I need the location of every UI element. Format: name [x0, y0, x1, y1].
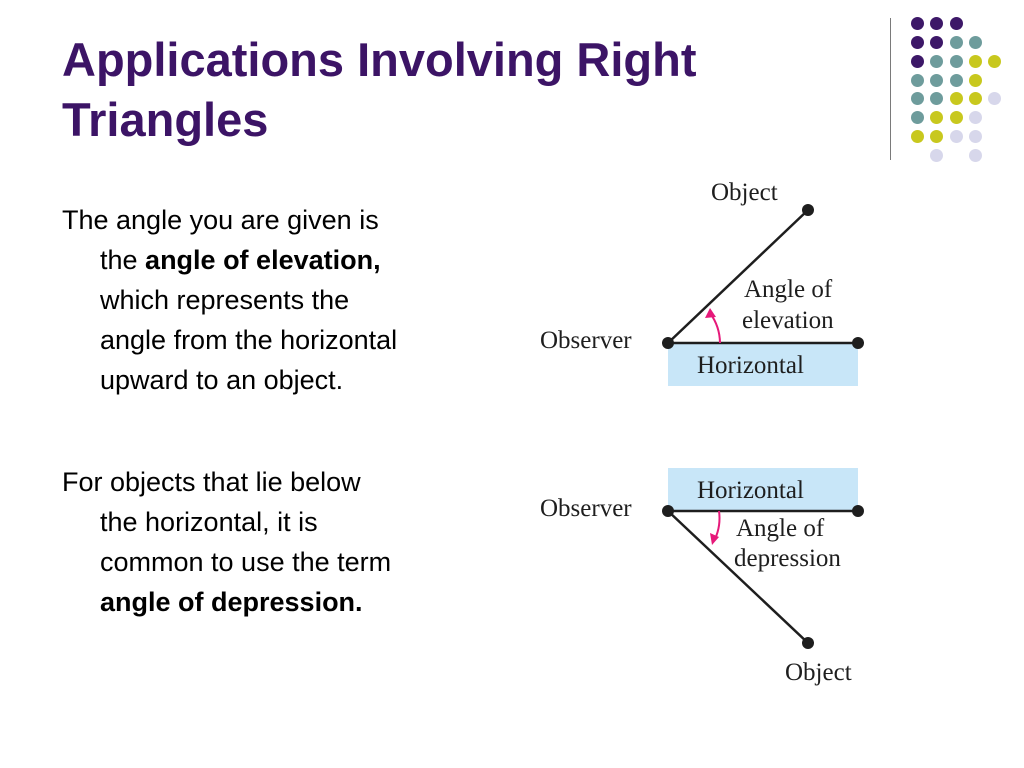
- observer-label: Observer: [540, 495, 632, 522]
- paragraph-line: common to use the term: [100, 547, 392, 577]
- dot: [930, 74, 943, 87]
- dot: [950, 17, 963, 30]
- dot: [969, 111, 982, 124]
- title-line-1: Applications Involving Right: [62, 33, 697, 86]
- dot: [950, 92, 963, 105]
- object-label: Object: [711, 179, 778, 206]
- paragraph-line: The angle you are given is: [62, 205, 379, 235]
- dot: [969, 130, 982, 143]
- dot: [911, 130, 924, 143]
- dot: [930, 111, 943, 124]
- arc-arrowhead: [705, 308, 716, 318]
- horizontal-label: Horizontal: [697, 477, 804, 504]
- object-point: [802, 637, 814, 649]
- object-point: [802, 204, 814, 216]
- dot: [911, 92, 924, 105]
- angle-arc: [710, 313, 720, 343]
- angle-label-line-1: Angle of: [736, 515, 825, 542]
- dot: [911, 74, 924, 87]
- term-angle-of-depression: angle of depression.: [100, 587, 363, 617]
- observer-point: [662, 337, 674, 349]
- dot: [930, 17, 943, 30]
- angle-label-line-2: elevation: [742, 307, 834, 334]
- horizontal-label: Horizontal: [697, 352, 804, 379]
- paragraph-line: upward to an object.: [100, 365, 344, 395]
- dot: [930, 130, 943, 143]
- horizontal-end-point: [852, 337, 864, 349]
- paragraph-line: which represents the: [100, 285, 350, 315]
- paragraph-line: For objects that lie below: [62, 467, 361, 497]
- dot: [950, 74, 963, 87]
- paragraph-line: [62, 582, 391, 622]
- dot: [969, 36, 982, 49]
- dot: [969, 74, 982, 87]
- term-angle-of-elevation: angle of elevation,: [145, 245, 381, 275]
- dot: [930, 55, 943, 68]
- title-line-2: Triangles: [62, 93, 269, 146]
- paragraph-line: the horizontal, it is: [100, 507, 318, 537]
- title-divider-line: [890, 18, 891, 160]
- dot: [930, 92, 943, 105]
- dot: [950, 55, 963, 68]
- object-label: Object: [785, 659, 852, 686]
- dot: [988, 92, 1001, 105]
- angle-of-depression-diagram: [530, 460, 880, 700]
- slide-title: [62, 30, 862, 150]
- dot: [950, 130, 963, 143]
- dot: [911, 111, 924, 124]
- dot: [911, 17, 924, 30]
- elevation-paragraph: [62, 200, 397, 400]
- angle-label-line-1: Angle of: [744, 276, 833, 303]
- depression-paragraph: [62, 462, 391, 622]
- observer-point: [662, 505, 674, 517]
- paragraph-text: the: [100, 245, 146, 275]
- dot: [969, 149, 982, 162]
- paragraph-line: angle from the horizontal: [100, 325, 398, 355]
- observer-label: Observer: [540, 327, 632, 354]
- dot: [969, 92, 982, 105]
- dot: [950, 36, 963, 49]
- dot: [911, 55, 924, 68]
- angle-of-elevation-diagram: [530, 170, 880, 400]
- angle-label-line-2: depression: [734, 545, 841, 572]
- dot: [930, 149, 943, 162]
- paragraph-line: [62, 240, 397, 280]
- dot: [988, 55, 1001, 68]
- dot: [930, 36, 943, 49]
- horizontal-end-point: [852, 505, 864, 517]
- angle-arc: [715, 511, 719, 539]
- dot: [969, 55, 982, 68]
- dot: [950, 111, 963, 124]
- dot: [911, 36, 924, 49]
